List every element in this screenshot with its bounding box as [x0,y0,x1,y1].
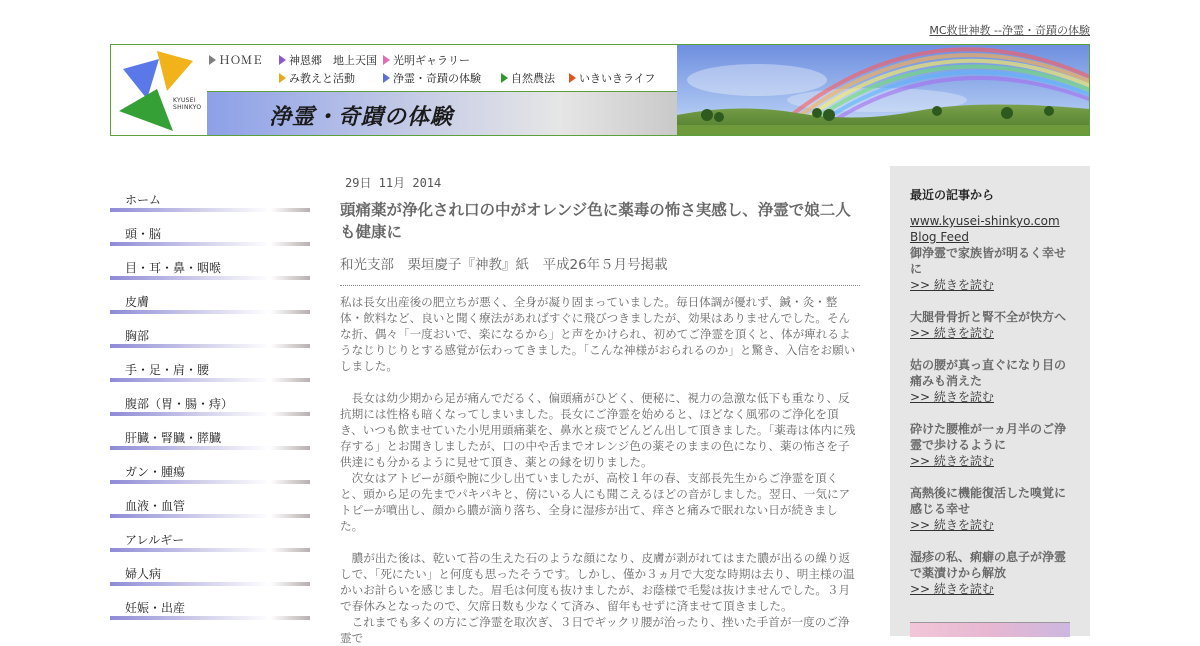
sidebar-item-label: ガン・腫瘍 [125,465,186,479]
divider [110,344,310,348]
post-title: 頭痛薬が浄化され口の中がオレンジ色に薬毒の怖さ実感し、浄霊で娘二人も健康に [340,201,851,241]
divider [110,480,310,484]
sidebar-item-label: 頭・脳 [125,227,162,241]
arrow-icon [383,73,390,83]
sidebar-item-label: 腹部（胃・腸・痔） [125,397,234,411]
nav-teachings[interactable]: み教えと活動 [279,70,355,86]
sidebar-item-label: 目・耳・鼻・咽喉 [125,261,222,275]
site-link[interactable]: www.kyusei-shinkyo.com [910,214,1060,228]
recent-post-title[interactable]: 大腿骨骨折と腎不全が快方へ [910,310,1067,324]
nav-lively-life[interactable]: いきいきライフ [569,70,655,86]
sidebar-item-label: ホーム [125,193,162,207]
recent-post-item [910,421,1070,469]
paragraph: 私は長女出産後の肥立ちが悪く、全身が凝り固まっていました。毎日体調が優れず、鍼・灸・整体・飲料など、良いと聞く療法があればすぐに飛びつきましたが、効果はありませんでした。そんな折、偶々「一度おいで、楽になるから」と声をかけられ、初めてご浄霊を頂くと、体が痺れるようなじりじりとする感覚が伝わってきました。「こんな神様がおられるのか」と驚き、入信をお願いしました。 [340,295,856,373]
sidebar-item-allergy[interactable] [110,524,310,558]
nav-shinonkyo[interactable]: 神恩郷 地上天国 [279,52,377,68]
sidebar-item-gynecology[interactable] [110,558,310,592]
sidebar-item-cancer[interactable] [110,456,310,490]
paragraph: 長女は幼少期から足が痛んでだるく、偏頭痛がひどく、便秘に、視力の急激な低下も重なり、反抗期には性格も暗くなってしまいました。長女にご浄霊を始めると、ほどなく風邪のご浄化を頂き、いつも飲ませていた小児用頭痛薬を、鼻水と痰でどんどん出して頂きました。「薬毒は体内に残存する」とお聞きしましたが、口の中や舌までオレンジ色の薬そのままの色になり、薬の怖さを子供達にも分かるように見せて頂き、薬との縁を切りました。 [340,391,856,469]
sidebar-item-abdomen[interactable] [110,388,310,422]
sidebar-item-label: 妊娠・出産 [125,601,186,615]
sidebar-item-label: 皮膚 [125,295,150,309]
divider [110,412,310,416]
divider [110,582,310,586]
sidebar-item-chest[interactable] [110,320,310,354]
recent-post-item [910,485,1070,533]
read-more-link[interactable]: >> 続きを読む [910,278,994,292]
paragraph: これまでも多くの方にご浄霊を取次ぎ、３日でギックリ腰が治ったり、挫いた手首が一度のご浄霊で [340,615,850,645]
post-date: 29日 11月 2014 [345,176,442,190]
read-more-link[interactable]: >> 続きを読む [910,518,994,532]
page-title: 浄霊・奇蹟の体験 [269,104,454,130]
dotted-divider [340,285,860,286]
sidebar-item-label: 肝臓・腎臓・膵臓 [125,431,222,445]
blog-feed-link[interactable]: Blog Feed [910,230,969,244]
read-more-link[interactable]: >> 続きを読む [910,390,994,404]
arrow-icon [383,55,390,65]
divider [110,378,310,382]
divider [110,276,310,280]
recent-post-item [910,309,1070,341]
read-more-link[interactable]: >> 続きを読む [910,582,994,596]
recent-post-item [910,245,1070,293]
arrow-icon [501,73,508,83]
recent-post-title[interactable]: 高熱後に機能復活した嗅覚に感じる幸せ [910,486,1067,516]
recent-posts-panel [890,166,1090,636]
sidebar-item-head-brain[interactable] [110,218,310,252]
sidebar-item-label: 胸部 [125,329,150,343]
recent-post-title[interactable]: 御浄霊で家族皆が明るく幸せに [910,246,1067,276]
nav-gallery[interactable]: 光明ギャラリー [383,52,470,68]
sidebar-item-blood[interactable] [110,490,310,524]
kyusei-shinkyo-logo[interactable] [117,47,205,133]
paragraph: 次女はアトピーが顔や腕に少し出ていましたが、高校１年の春、支部長先生からご浄霊を頂くと、頭から足の先までパキパキと、傍にいる人にも聞こえるほどの音がしました。翌日、一気にアトピーが噴出し、顔から膿が滴り落ち、全身に湿疹が出て、痒さと痛みで眠れない日が続きました。 [340,471,851,533]
sidebar-item-label: アレルギー [125,533,185,547]
post-byline: 和光支部 栗垣慶子『神教』紙 平成26年５月号掲載 [340,257,668,273]
category-sidebar [110,184,310,626]
divider [110,310,310,314]
recent-post-title[interactable]: 姑の腰が真っ直ぐになり目の痛みも消えた [910,358,1067,388]
recent-post-item [910,549,1070,597]
read-more-link[interactable]: >> 続きを読む [910,454,994,468]
arrow-icon [279,73,286,83]
divider [110,548,310,552]
recent-posts-heading: 最近の記事から [910,188,995,202]
sidebar-item-limbs-back[interactable] [110,354,310,388]
site-header [110,44,1090,136]
divider [110,208,310,212]
sidebar-item-pregnancy[interactable] [110,592,310,626]
divider [110,514,310,518]
nav-natural-farming[interactable]: 自然農法 [501,70,555,86]
sidebar-item-home[interactable] [110,184,310,218]
recent-post-title[interactable]: 湿疹の私、痢癖の息子が浄霊で薬漬けから解放 [910,550,1067,580]
recent-post-title[interactable]: 砕けた腰椎が一ヵ月半のご浄霊で歩けるように [910,422,1067,452]
page-title-band [207,91,677,136]
post-body [340,294,860,646]
divider [110,446,310,450]
main-nav [207,45,677,91]
nav-jorei-experiences[interactable]: 浄霊・奇蹟の体験 [383,70,481,86]
site-title-link[interactable]: MC救世神教 --浄霊・奇蹟の体験 [929,24,1090,37]
arrow-icon [279,55,286,65]
paragraph: 膿が出た後は、乾いて苔の生えた石のような顔になり、皮膚が剥がれてはまた膿が出るの繰り返しで、「死にたい」と何度も思ったそうです。しかし、僅か３ヵ月で大変な時期は去り、明主様の温かいお計らいを感じました。眉毛は何度も抜けましたが、お蔭様で毛髪は抜けませんでした。３月で春休みとなったので、欠席日数も少なくて済み、留年もせずに済ませて頂きました。 [340,551,855,613]
rainbow-landscape-image [677,45,1089,135]
divider [110,242,310,246]
arrow-icon [209,55,216,65]
sidebar-item-label: 手・足・肩・腰 [125,363,210,377]
sidebar-item-liver-kidney[interactable] [110,422,310,456]
article [340,174,860,646]
logo-text: KYUSEI SHINKYO [173,97,202,111]
divider [110,616,310,620]
sidebar-item-eye-ear-nose-throat[interactable] [110,252,310,286]
sidebar-item-skin[interactable] [110,286,310,320]
sidebar-item-label: 婦人病 [125,567,162,581]
recent-post-item [910,357,1070,405]
read-more-link[interactable]: >> 続きを読む [910,326,994,340]
nav-home[interactable]: ＨＯＭＥ [209,52,263,68]
sidebar-item-label: 血液・血管 [125,499,186,513]
arrow-icon [569,73,576,83]
